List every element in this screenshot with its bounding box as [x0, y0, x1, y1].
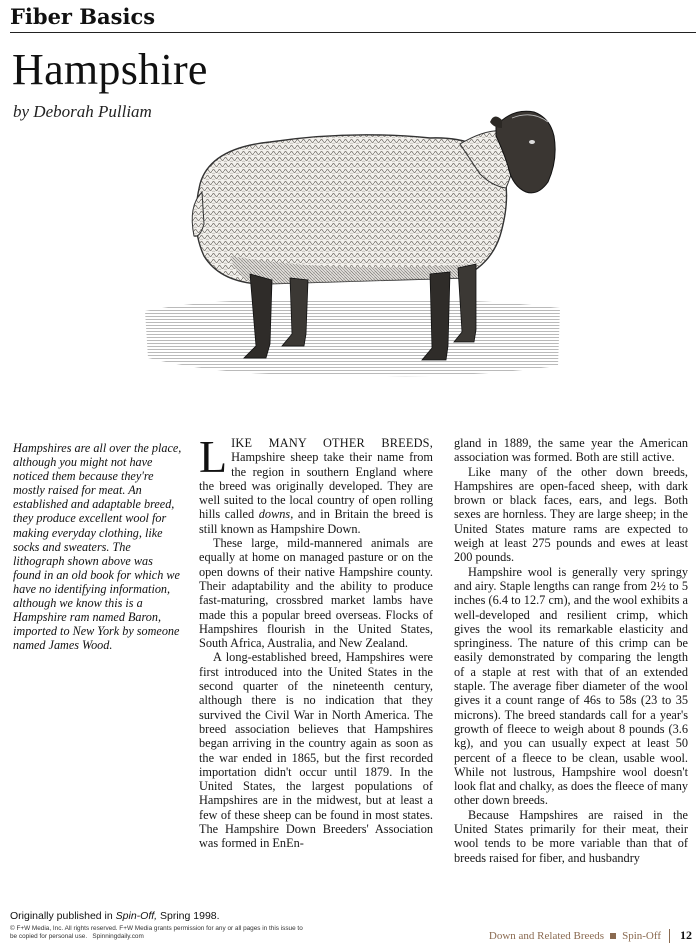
article-paragraph: These large, mild-mannered animals are equally at home on managed pasture or on the open downs of their native Hampshire county. Their adaptability and the ability to produce fast-maturing, crossbred market lambs have made this a popular breed overseas. Flocks of Hampshires flourish in the United States, South Africa, Australia, and New Zealand. [199, 536, 433, 651]
publication-note [10, 910, 220, 922]
website-link[interactable]: Spinningdaily.com [92, 933, 144, 941]
copyright-notice [10, 925, 310, 941]
bullet-icon [610, 933, 616, 939]
sidebar-caption: Hampshires are all over the place, although you might not have noticed them because they're mostly raised for meat. An established and adaptable breed, they produce excellent wool for making everyday clothing, like socks and sweaters. The lithograph shown above was found in an old book for which we have no identifying information, although we know this is a Hampshire ram named Baron, imported to New York by someone named James Wood. [13, 441, 182, 653]
publication-note-text: Originally published in [10, 910, 116, 922]
page-number: 12 [680, 928, 692, 942]
magazine-name: Spin-Off [622, 929, 661, 942]
sheep-illustration [140, 96, 565, 406]
article-text: and in Britain the breed is still known as Hampshire Down. [199, 507, 434, 536]
article-paragraph: gland in 1889, the same year the American association was formed. Both are still active. [454, 436, 688, 465]
ground-shading [145, 300, 560, 377]
article-paragraph: Like many of the other down breeds, Hampshires are open-faced sheep, with dark brown or black faces, ears, and legs. Both sexes are hornless. They are large sheep; in the United States mature rams are expected to weigh at least 275 pounds and ewes at least 200 pounds. [454, 464, 688, 565]
publication-date: Spring 1998. [157, 910, 220, 922]
publication-name: Spin-Off, [115, 910, 158, 922]
page-footer [489, 928, 692, 943]
footer-divider [669, 929, 670, 943]
header-rule [10, 32, 696, 33]
drop-cap: L [199, 431, 228, 482]
article-text: Hampshire sheep take their name from the region in southern England where the breed was originally developed. They are well suited to the local country of open rolling hills called [199, 450, 433, 522]
article-paragraph [199, 431, 434, 536]
article-paragraph: Because Hampshires are raised in the United States primarily for their meat, their wool tends to be more variable than that of breeds raised for fiber, and husbandry [454, 807, 688, 865]
byline: by Deborah Pulliam [13, 102, 152, 121]
lead-in: IKE MANY OTHER BREEDS, [231, 436, 433, 450]
article-column-2 [454, 436, 688, 865]
page-title: Hampshire [12, 45, 208, 94]
article-column-1 [199, 431, 434, 851]
section-label: Fiber Basics [10, 4, 156, 29]
copyright-text: © F+W Media, Inc. All rights reserved. F+W Media grants permission for any or all pages in this issue to be copied for personal use. [10, 925, 303, 941]
article-paragraph: A long-established breed, Hampshires were first introduced into the United States in the second quarter of the nineteenth century, although there is no indication that they survived the Civil War in North America. The breed association believes that Hampshires began arriving in the country again as soon as the war ended in 1865, but the first recorded importation didn't occur until 1879. In the United States, the largest populations of Hampshires are in the midwest, but at least a few of these sheep can be found in most states. The Hampshire Down Breeders' Association was formed in EnEn- [199, 650, 433, 851]
article-emphasis: downs, [258, 507, 294, 522]
series-title: Down and Related Breeds [488, 929, 605, 942]
article-paragraph: Hampshire wool is generally very springy and airy. Staple lengths can range from 2½ to 5 inches (6.4 to 12.7 cm), and the wool exhibits a well-developed and resilient crimp, which gives the wool its remarkable elasticity and springiness. The nature of this crimp can be easily demonstrated by comparing the length of a staple at rest with that of an extended staple. The average fiber diameter of the wool gives it a count range of 46s to 58s (23 to 35 microns). The breed standards call for a year's growth of fleece to weigh about 8 pounds (3.6 kg), and you can usually expect at least 50 percent of a fleece to be clean, usable wool. While not lustrous, Hampshire wool doesn't look flat and chalky, as does the fleece of many other down breeds. [454, 564, 688, 808]
